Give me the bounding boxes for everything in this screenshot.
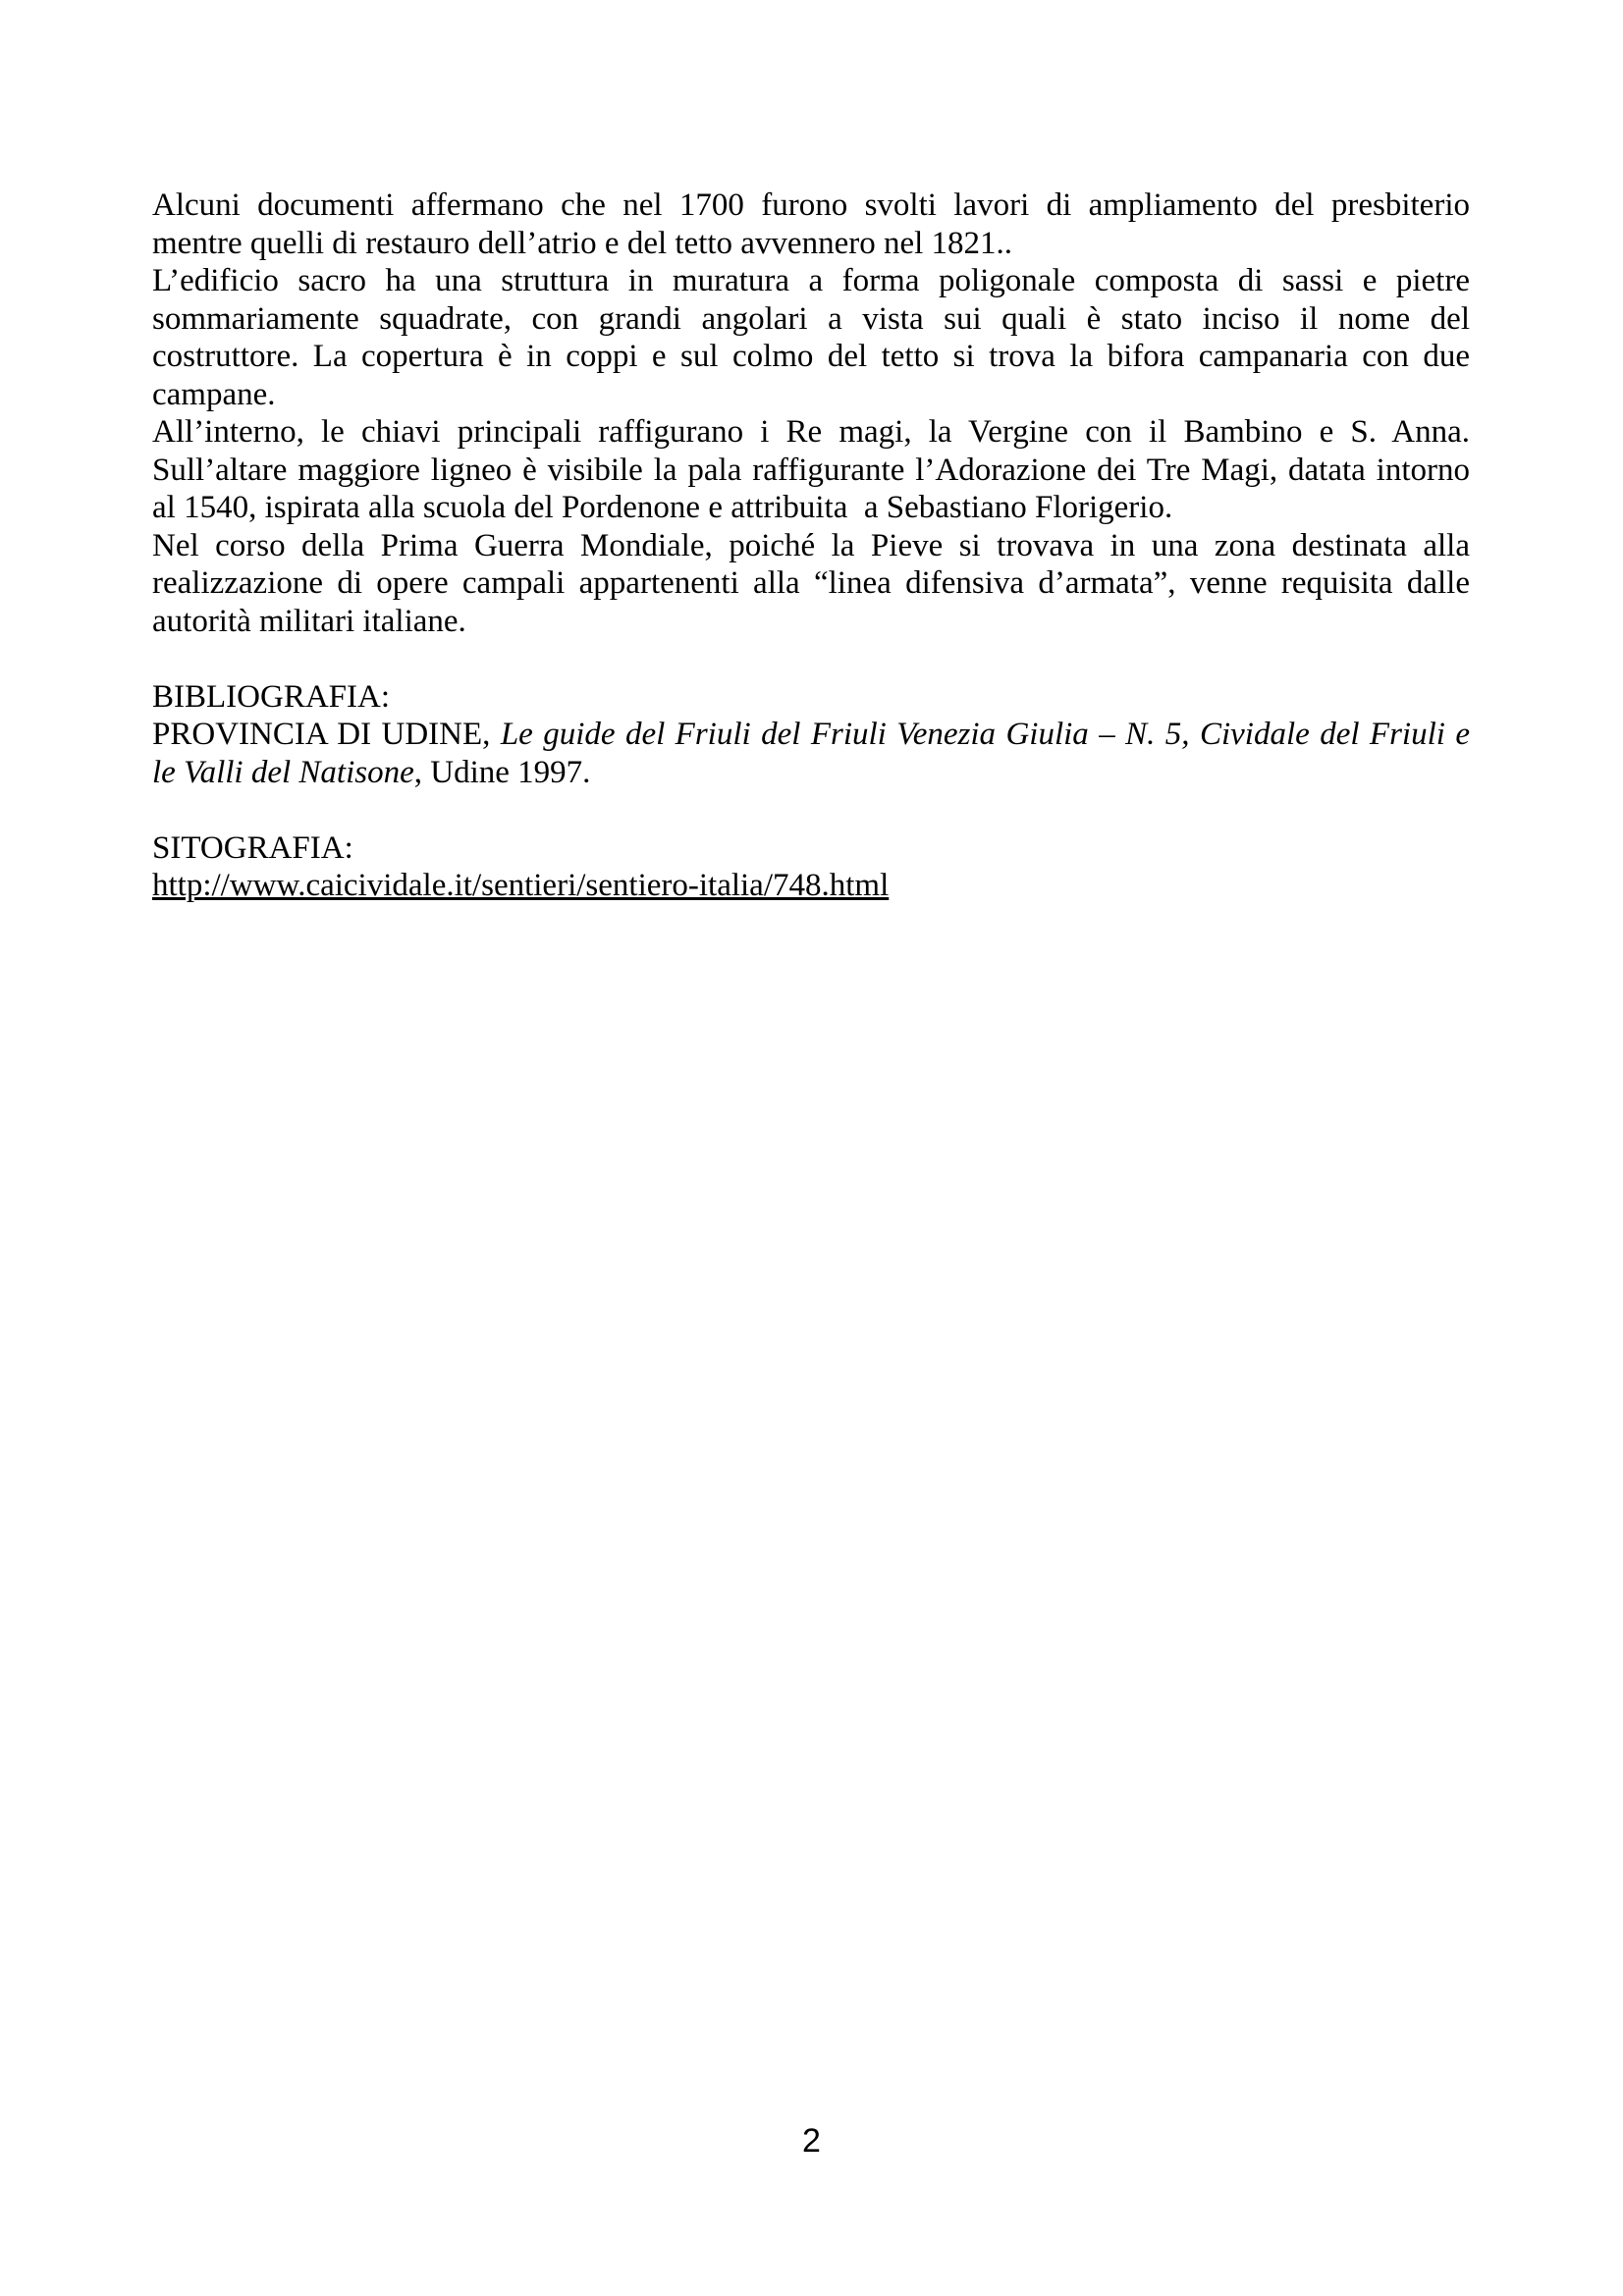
paragraph3-line1: All’interno, le chiavi principali raffigurano i Re magi, la Vergine con il Bambino e S. Anna. [152,414,1470,450]
paragraph2-line4: campane. [152,376,276,412]
blank-line [152,791,1470,829]
bibliography-title-part1: Le guide del Friuli del Friuli Venezia Giulia – N. 5, Cividale del Friuli e [500,717,1470,752]
paragraph1-line1: Alcuni documenti affermano che nel 1700 furono svolti lavori di ampliamento del presbiterio [152,187,1470,223]
paragraph3-line2: Sull’altare maggiore ligneo è visibile la pala raffigurante l’Adorazione dei Tre Magi, datata intorno [152,452,1470,488]
paragraph4-line2: realizzazione di opere campali appartenenti alla “linea difensiva d’armata”, venne requisita dalle [152,565,1470,601]
bibliography-entry-line1 [152,716,1470,754]
page-footer [0,2122,1623,2160]
paragraph2-line1: L’edificio sacro ha una struttura in muratura a forma poligonale composta di sassi e pietre [152,263,1470,298]
paragraph2-line2: sommariamente squadrate, con grandi angolari a vista sui quali è stato inciso il nome del [152,300,1470,337]
paragraph1-line2: mentre quelli di restauro dell’atrio e del tetto avvennero nel 1821.. [152,225,1013,261]
paragraph4-line3: autorità militari italiane. [152,603,466,639]
bibliography-publication: , Udine 1997. [413,754,591,790]
bibliography-author: PROVINCIA DI UDINE, [152,717,501,752]
document-body [152,187,1470,905]
sitography-entry [152,867,1470,905]
bibliography-title-part2: le Valli del Natisone [152,754,414,790]
blank-line [152,640,1470,678]
sitography-heading: SITOGRAFIA: [152,829,353,866]
bibliography-entry-line2 [152,754,1470,792]
paragraph2-line3: costruttore. La copertura è in coppi e sul colmo del tetto si trova la bifora campanaria con due [152,339,1470,374]
paragraph3-line3: al 1540, ispirata alla scuola del Pordenone e attribuita a Sebastiano Florigerio. [152,490,1173,525]
sitography-link[interactable]: http://www.caicividale.it/sentieri/sentiero-italia/748.html [152,868,890,903]
paragraph4-line1: Nel corso della Prima Guerra Mondiale, poiché la Pieve si trovava in una zona destinata alla [152,527,1470,563]
bibliography-heading: BIBLIOGRAFIA: [152,678,391,715]
page-number: 2 [802,2122,821,2160]
